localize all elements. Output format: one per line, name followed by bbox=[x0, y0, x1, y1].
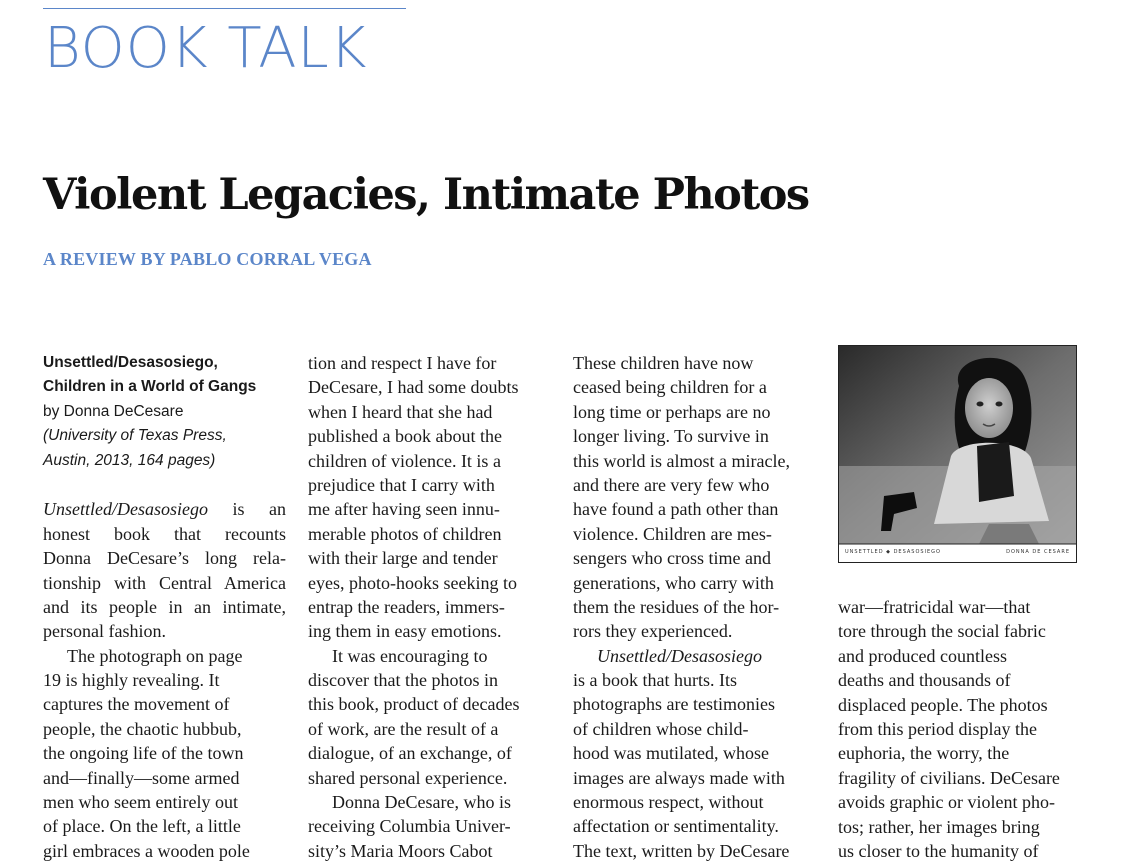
col2-line: receiving Columbia Univer- bbox=[308, 816, 511, 837]
col2-line: sity’s Maria Moors Cabot bbox=[308, 840, 493, 861]
col1-line-8: 19 is highly revealing. It bbox=[43, 670, 220, 691]
book-cover-photo bbox=[838, 345, 1077, 563]
col2-line: Donna DeCesare, who is bbox=[332, 792, 511, 813]
col2-line: prejudice that I carry with bbox=[308, 474, 495, 495]
col3-line: generations, who carry with bbox=[573, 572, 774, 593]
book-publisher-line-2: Austin, 2013, 164 pages) bbox=[43, 451, 216, 469]
col1-line-15: girl embraces a wooden pole bbox=[43, 840, 250, 861]
col2-line: merable photos of children bbox=[308, 523, 502, 544]
col4-line: tos; rather, her images bring bbox=[838, 816, 1040, 837]
col1-line-10: people, the chaotic hubbub, bbox=[43, 718, 242, 739]
col3-line: These children have now bbox=[573, 353, 754, 373]
col2-line: this book, product of decades bbox=[308, 694, 520, 715]
col1-line-4: tionship with Central America bbox=[43, 572, 286, 593]
col4-line: war—fratricidal war—that bbox=[838, 597, 1031, 617]
col3-line: rors they experienced. bbox=[573, 621, 733, 642]
section-label: BOOK TALK bbox=[44, 16, 368, 81]
col4-line: fragility of civilians. DeCesare bbox=[838, 767, 1060, 788]
col3-line: ceased being children for a bbox=[573, 377, 767, 398]
text-column-3 bbox=[573, 351, 816, 863]
col3-line: hood was mutilated, whose bbox=[573, 743, 769, 764]
col2-line: ing them in easy emotions. bbox=[308, 621, 502, 642]
photo-caption-left: UNSETTLED ◆ DESASOSIEGO bbox=[845, 549, 941, 555]
col1-line-7: The photograph on page bbox=[67, 645, 243, 666]
col4-line: tore through the social fabric bbox=[838, 621, 1046, 642]
col3-line: have found a path other than bbox=[573, 499, 779, 520]
col4-line: us closer to the humanity of bbox=[838, 840, 1039, 861]
col4-line: avoids graphic or violent pho- bbox=[838, 792, 1055, 813]
col1-line-5: and its people in an intimate, bbox=[43, 596, 286, 617]
col3-line-book-title: Unsettled/Desasosiego bbox=[597, 645, 762, 666]
col2-line: DeCesare, I had some doubts bbox=[308, 377, 519, 398]
col3-line: long time or perhaps are no bbox=[573, 401, 771, 422]
col3-line: enormous respect, without bbox=[573, 792, 764, 813]
text-column-1 bbox=[43, 351, 286, 863]
col3-line: this world is almost a miracle, bbox=[573, 450, 790, 471]
col1-line-2: honest book that recounts bbox=[43, 523, 286, 544]
col3-line: is a book that hurts. Its bbox=[573, 670, 737, 691]
col2-line: me after having seen innu- bbox=[308, 499, 500, 520]
col4-line: and produced countless bbox=[838, 645, 1007, 666]
header-rule bbox=[43, 8, 406, 9]
col2-line: children of violence. It is a bbox=[308, 450, 501, 471]
article-headline: Violent Legacies, Intimate Photos bbox=[43, 170, 809, 220]
book-title-line-2: Children in a World of Gangs bbox=[43, 378, 257, 396]
col3-line: longer living. To survive in bbox=[573, 426, 769, 447]
text-column-4 bbox=[838, 595, 1081, 863]
col2-line: of work, are the result of a bbox=[308, 718, 499, 739]
col4-line: from this period display the bbox=[838, 718, 1037, 739]
photo-caption-right: DONNA DE CESARE bbox=[1006, 549, 1070, 555]
col3-line: of children whose child- bbox=[573, 718, 749, 739]
col2-line: dialogue, of an exchange, of bbox=[308, 743, 512, 764]
book-author: by Donna DeCesare bbox=[43, 402, 184, 420]
col1-line-11: the ongoing life of the town bbox=[43, 743, 244, 764]
col2-line: eyes, photo-hooks seeking to bbox=[308, 572, 517, 593]
text-column-2 bbox=[308, 351, 551, 863]
col1-line-14: of place. On the left, a little bbox=[43, 816, 241, 837]
review-byline: A REVIEW BY PABLO CORRAL VEGA bbox=[43, 249, 372, 269]
col4-line: deaths and thousands of bbox=[838, 670, 1011, 691]
col3-line: violence. Children are mes- bbox=[573, 523, 772, 544]
col2-line: shared personal experience. bbox=[308, 767, 508, 788]
col3-line: sengers who cross time and bbox=[573, 548, 771, 569]
col1-line-12: and—finally—some armed bbox=[43, 767, 240, 788]
col4-line: displaced people. The photos bbox=[838, 694, 1048, 715]
col2-line: discover that the photos in bbox=[308, 670, 498, 691]
col1-line-13: men who seem entirely out bbox=[43, 792, 238, 813]
col2-line: with their large and tender bbox=[308, 548, 498, 569]
col3-line: The text, written by DeCesare bbox=[573, 840, 790, 861]
col2-line: It was encouraging to bbox=[332, 645, 488, 666]
col1-line-3: Donna DeCesare’s long rela- bbox=[43, 548, 286, 569]
book-publisher-line-1: (University of Texas Press, bbox=[43, 427, 227, 445]
col2-line: entrap the readers, immers- bbox=[308, 596, 505, 617]
col3-line: affectation or sentimentality. bbox=[573, 816, 779, 837]
col2-line: tion and respect I have for bbox=[308, 353, 497, 373]
col3-line: them the residues of the hor- bbox=[573, 596, 780, 617]
col2-line: published a book about the bbox=[308, 426, 502, 447]
col2-line: when I heard that she had bbox=[308, 401, 493, 422]
col1-line-1: Unsettled/Desasosiego is an bbox=[43, 499, 286, 520]
col3-line: images are always made with bbox=[573, 767, 785, 788]
book-title-line-1: Unsettled/Desasosiego, bbox=[43, 354, 218, 371]
col1-line-6: personal fashion. bbox=[43, 621, 166, 642]
col3-line: and there are very few who bbox=[573, 474, 770, 495]
col3-line: photographs are testimonies bbox=[573, 694, 775, 715]
col1-line-9: captures the movement of bbox=[43, 694, 230, 715]
col4-line: euphoria, the worry, the bbox=[838, 743, 1010, 764]
